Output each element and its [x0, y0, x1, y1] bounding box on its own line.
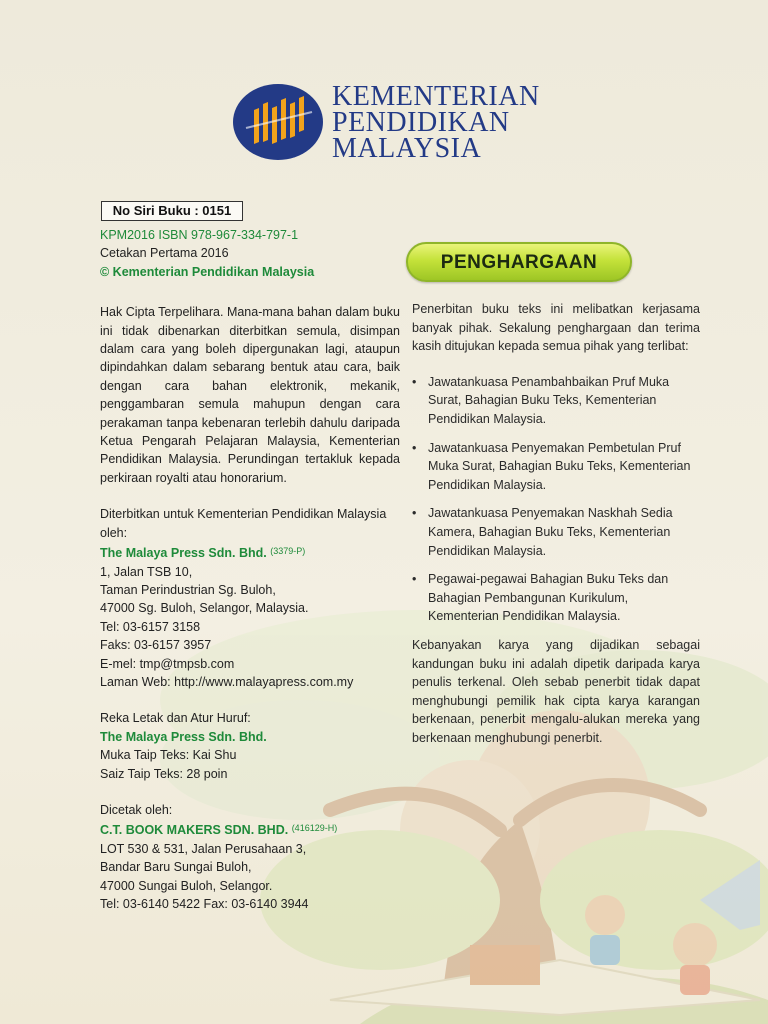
acknowledgement-intro: Penerbitan buku teks ini melibatkan kerjasama banyak pihak. Sekalung penghargaan dan terima kasih ditujukan kepada semua pihak yang terlibat:: [412, 302, 700, 354]
publisher-address3: 47000 Sg. Buloh, Selangor, Malaysia.: [100, 601, 309, 616]
ministry-logo: [232, 82, 552, 162]
publisher-name-line: [100, 542, 400, 562]
publisher-address1: 1, Jalan TSB 10,: [100, 564, 193, 579]
list-item: • Pegawai-pegawai Bahagian Buku Teks dan Bahagian Pembangunan Kurikulum, Kementerian Pendidikan Malaysia.: [412, 570, 700, 626]
printer-address3: 47000 Sungai Buloh, Selangor.: [100, 878, 273, 893]
acknowledgement-heading-banner: [406, 242, 632, 282]
printer-reg: (416129-H): [291, 823, 338, 834]
publisher-fax: Faks: 03-6157 3957: [100, 638, 212, 653]
printer-address2: Bandar Baru Sungai Buloh,: [100, 860, 252, 875]
ministry-name-line1: KEMENTERIAN: [332, 81, 540, 112]
publisher-intro: Diterbitkan untuk Kementerian Pendidikan Malaysia oleh:: [100, 507, 387, 540]
publisher-name: The Malaya Press Sdn. Bhd.: [100, 546, 267, 561]
layout-intro: Reka Letak dan Atur Huruf:: [100, 711, 251, 726]
list-item: • Jawatankuasa Penambahbaikan Pruf Muka Surat, Bahagian Buku Teks, Kementerian Pendidikan Malaysia.: [412, 373, 700, 429]
ministry-emblem-icon: [232, 82, 324, 162]
serial-number-box: No Siri Buku : 0151: [101, 201, 243, 221]
acknowledgement-section: [412, 300, 700, 747]
acknowledgement-heading: PENGHARGAAN: [440, 252, 598, 273]
isbn: KPM2016 ISBN 978-967-334-797-1: [100, 228, 299, 242]
publisher-web: Laman Web: http://www.malayapress.com.my: [100, 674, 354, 689]
printer-address1: LOT 530 & 531, Jalan Perusahaan 3,: [100, 841, 307, 856]
layout-size: Saiz Taip Teks: 28 poin: [100, 766, 228, 781]
ministry-name: [332, 81, 540, 164]
acknowledgement-closing: Kebanyakan karya yang dijadikan sebagai kandungan buku ini adalah dipetik daripada karya penulis terkenal. Oleh sebab penerbit tidak dapat menghubungi pemilik hak cipta karya karangan berkenaan, penerbit mengalu-alukan mereka yang berkenaan menghubungi penerbit.: [412, 637, 700, 745]
publication-details: [100, 226, 400, 913]
copyright: © Kementerian Pendidikan Malaysia: [100, 264, 315, 279]
list-item: • Jawatankuasa Penyemakan Naskhah Sedia Kamera, Bahagian Buku Teks, Kementerian Pendidikan Malaysia.: [412, 504, 700, 560]
publisher-email: E-mel: tmp@tmpsb.com: [100, 656, 235, 671]
layout-name: The Malaya Press Sdn. Bhd.: [100, 729, 267, 744]
printer-name-line: [100, 819, 400, 839]
list-item: • Jawatankuasa Penyemakan Pembetulan Pruf Muka Surat, Bahagian Buku Teks, Kementerian Pendidikan Malaysia.: [412, 439, 700, 495]
ministry-name-line3: MALAYSIA: [332, 133, 482, 164]
rights-paragraph: Hak Cipta Terpelihara. Mana-mana bahan dalam buku ini tidak dibenarkan diterbitkan semula, disimpan dalam cara yang boleh dipergunakan lagi, ataupun dipindahkan dalam sebarang bentuk atau cara, baik dengan cara bahan elektronik, mekanik, penggambaran semula mahupun dengan cara perakaman tanpa kebenaran terlebih dahulu daripada Ketua Pengarah Pelajaran Malaysia, Kementerian Pendidikan Malaysia. Perundingan tertakluk kepada perkiraan royalti atau honorarium.: [100, 305, 400, 485]
printer-intro: Dicetak oleh:: [100, 802, 173, 817]
publisher-tel: Tel: 03-6157 3158: [100, 619, 201, 634]
ministry-name-line2: PENDIDIKAN: [332, 107, 510, 138]
printer-contact: Tel: 03-6140 5422 Fax: 03-6140 3944: [100, 897, 309, 911]
edition: Cetakan Pertama 2016: [100, 246, 229, 261]
printer-name: C.T. BOOK MAKERS SDN. BHD.: [100, 823, 289, 838]
acknowledgement-list: [412, 373, 700, 626]
publisher-address2: Taman Perindustrian Sg. Buloh,: [100, 582, 276, 597]
layout-font: Muka Taip Teks: Kai Shu: [100, 748, 237, 763]
publisher-reg: (3379-P): [270, 546, 306, 557]
